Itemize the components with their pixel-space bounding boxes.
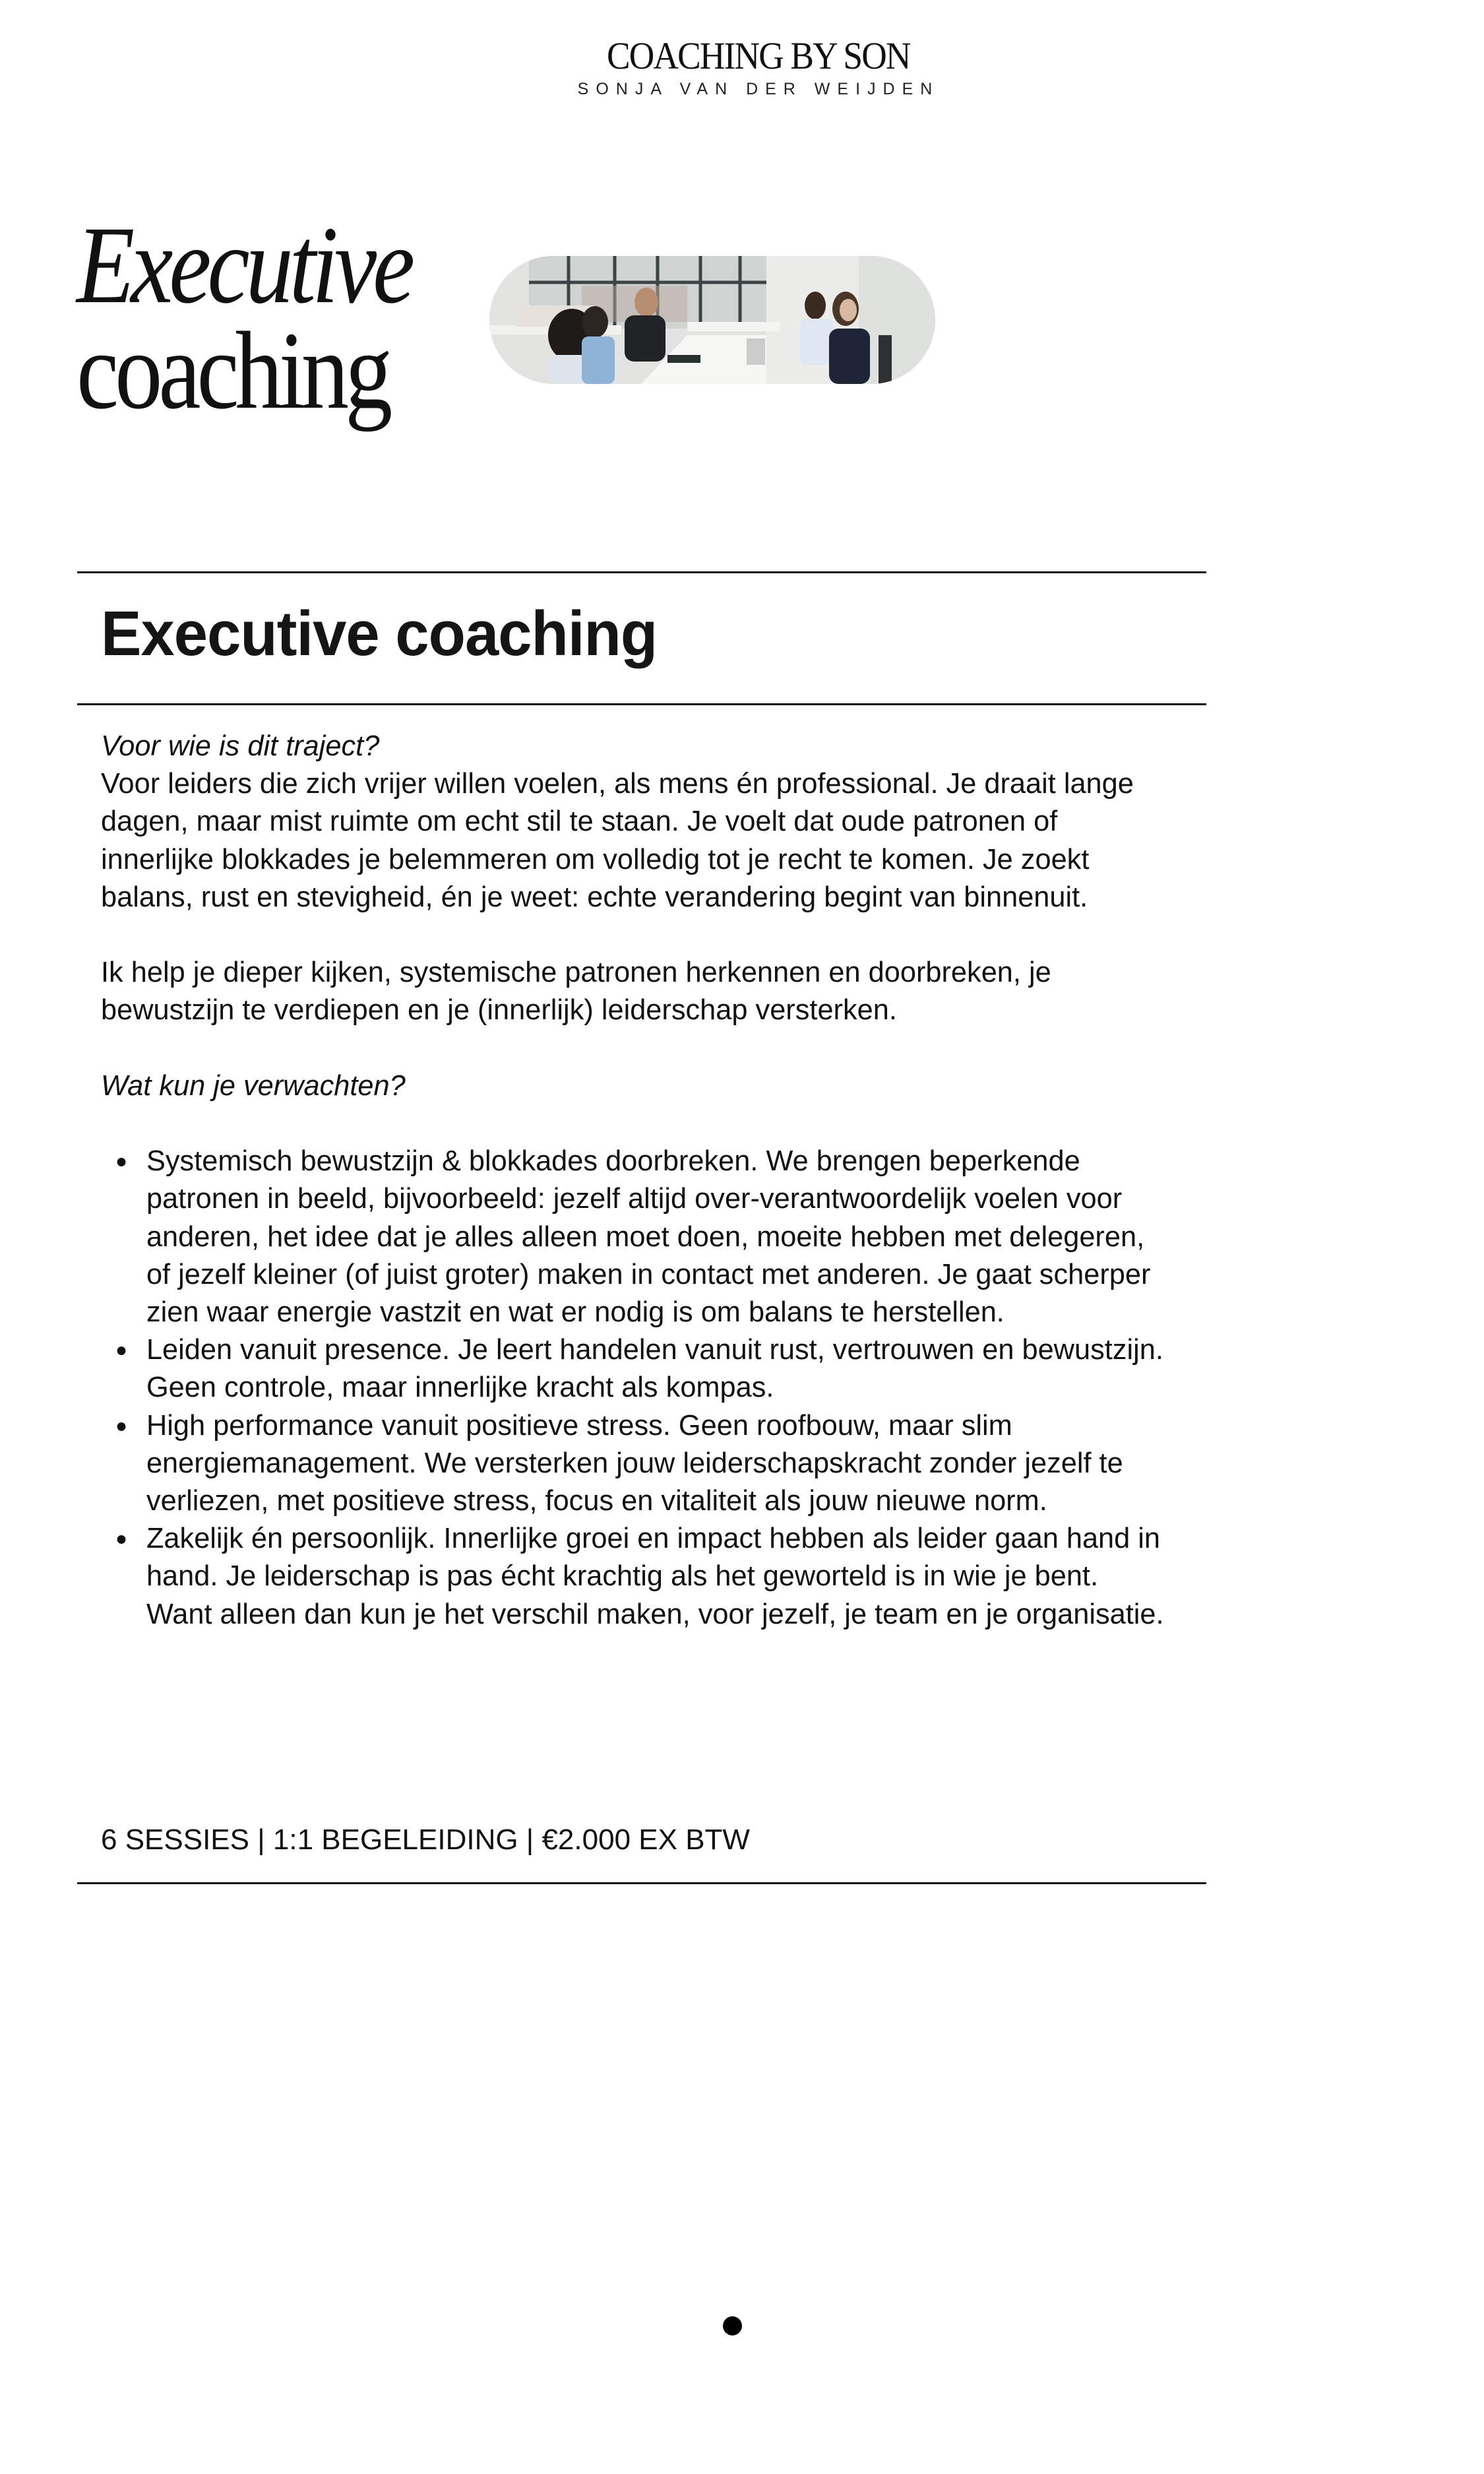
hero-title [77,204,412,432]
spacer [101,916,1166,953]
paragraph-approach: Ik help je dieper kijken, systemische patronen herkennen en doorbreken, je bewustzijn te verdiepen en je (innerlijk) leiderschap versterken. [101,956,1051,1027]
price-line: 6 SESSIES | 1:1 BEGELEIDING | €2.000 EX BTW [101,1824,750,1856]
page-indicator-dot [723,2316,742,2335]
list-item: High performance vanuit positieve stress. Geen roofbouw, maar slim energiemanagement. We versterken jouw leiderschapskracht zonder jezelf te verliezen, met positieve stress, focus en vitaliteit als jouw nieuwe norm. [146,1407,1166,1520]
spacer [101,1029,1166,1067]
brand-title: COACHING BY SON [607,34,910,77]
hero-title-line2: coaching [77,309,389,432]
list-item: Zakelijk én persoonlijk. Innerlijke groei en impact hebben als leider gaan hand in hand. Je leiderschap is pas écht krachtig als het geworteld is in wie je bent. Want alleen dan kun je het verschil maken, voor jezelf, je team en je organisatie. [146,1519,1166,1633]
question-expect: Wat kun je verwachten? [101,1069,406,1102]
brand-subtitle: SONJA VAN DER WEIJDEN [577,80,940,98]
list-item: Leiden vanuit presence. Je leert handelen vanuit rust, vertrouwen en bewustzijn. Geen controle, maar innerlijke kracht als kompas. [146,1331,1166,1406]
divider-bottom [77,1882,1206,1884]
divider-middle [77,703,1206,705]
expectations-list [101,1142,1166,1633]
question-who: Voor wie is dit traject? [101,730,380,762]
section-title: Executive coaching [101,598,658,669]
spacer [101,1104,1166,1142]
photo-illustration [489,256,935,384]
hero-title-line1: Executive [77,204,412,327]
team-meeting-photo [489,256,935,384]
brand-header [0,34,1484,99]
section-body [101,727,1166,1633]
list-item: Systemisch bewustzijn & blokkades doorbreken. We brengen beperkende patronen in beeld, bijvoorbeeld: jezelf altijd over-verantwoordelijk voelen voor anderen, het idee dat je alles alleen moet doen, moeite hebben met delegeren, of jezelf kleiner (of juist groter) maken in contact met anderen. Je gaat scherper zien waar energie vastzit en wat er nodig is om balans te herstellen. [146,1142,1166,1331]
divider-top [77,571,1206,573]
paragraph-audience: Voor leiders die zich vrijer willen voelen, als mens én professional. Je draait lange dagen, maar mist ruimte om echt stil te staan. Je voelt dat oude patronen of innerlijke blokkades je belemmeren om volledig tot je recht te komen. Je zoekt balans, rust en stevigheid, én je weet: echte verandering begint van binnenuit. [101,767,1134,913]
